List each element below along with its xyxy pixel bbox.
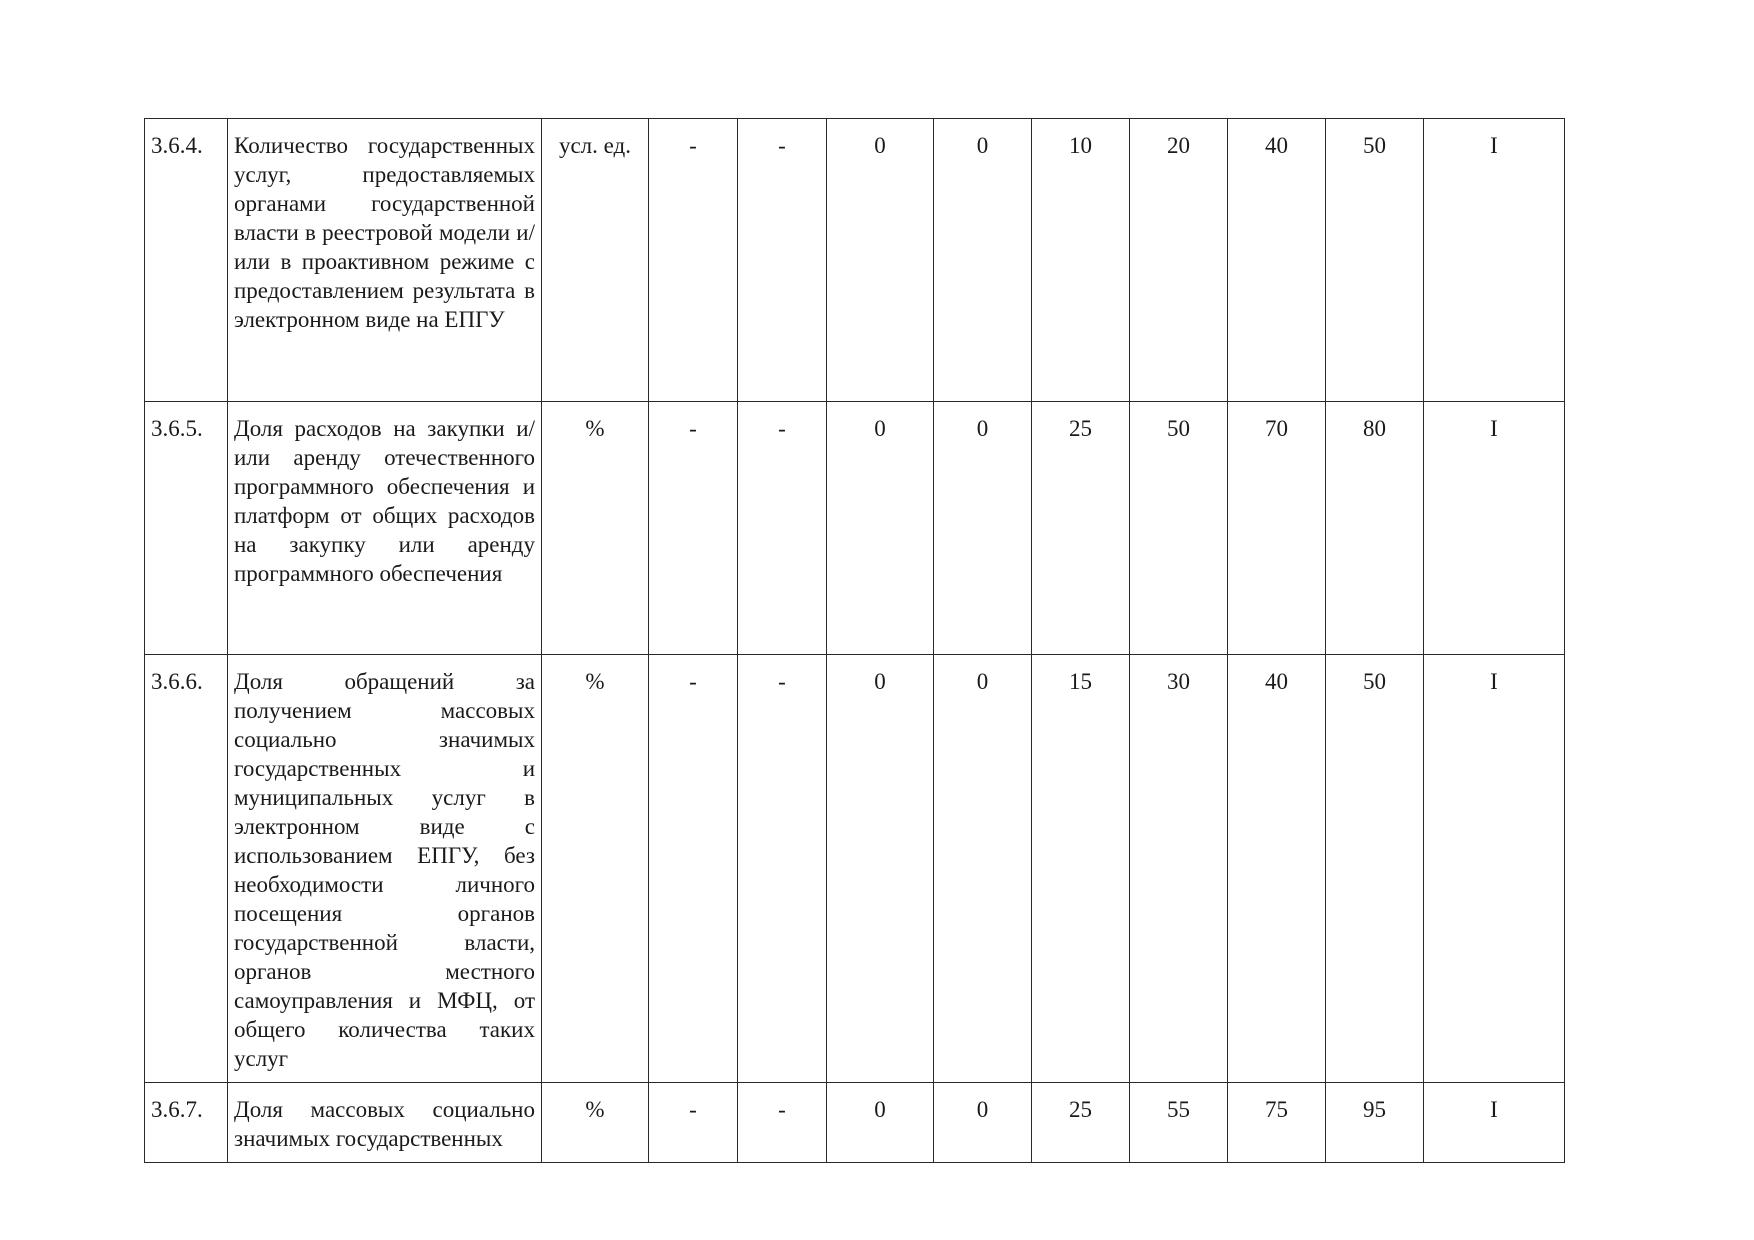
value-cell: 50 <box>1326 655 1424 1083</box>
value-cell: 0 <box>934 655 1032 1083</box>
value-cell: 25 <box>1032 402 1130 655</box>
value-cell: - <box>649 119 738 402</box>
value-cell: 30 <box>1130 655 1228 1083</box>
table-row <box>145 119 1565 402</box>
indicator-name: Доля расходов на закупки и/или аренду отечественного программного обеспечения и платформ от общих расходов на закупку или аренду программного обеспечения <box>228 402 542 655</box>
value-cell: - <box>649 402 738 655</box>
value-cell: 40 <box>1228 655 1326 1083</box>
value-cell: 50 <box>1130 402 1228 655</box>
value-cell: - <box>738 655 827 1083</box>
value-cell: 0 <box>934 119 1032 402</box>
value-cell: 75 <box>1228 1083 1326 1163</box>
value-cell: 0 <box>827 655 934 1083</box>
value-cell: 0 <box>827 402 934 655</box>
level-cell: I <box>1424 655 1565 1083</box>
value-cell: 25 <box>1032 1083 1130 1163</box>
row-number: 3.6.6. <box>145 655 228 1083</box>
row-number: 3.6.7. <box>145 1083 228 1163</box>
value-cell: 0 <box>827 1083 934 1163</box>
unit-cell: % <box>542 655 649 1083</box>
indicator-name: Доля массовых социально значимых государственных <box>228 1083 542 1163</box>
value-cell: 55 <box>1130 1083 1228 1163</box>
value-cell: - <box>649 1083 738 1163</box>
value-cell: - <box>738 402 827 655</box>
row-number: 3.6.4. <box>145 119 228 402</box>
value-cell: 0 <box>934 1083 1032 1163</box>
level-cell: I <box>1424 402 1565 655</box>
value-cell: 0 <box>934 402 1032 655</box>
value-cell: 40 <box>1228 119 1326 402</box>
value-cell: 15 <box>1032 655 1130 1083</box>
row-number: 3.6.5. <box>145 402 228 655</box>
level-cell: I <box>1424 119 1565 402</box>
value-cell: 50 <box>1326 119 1424 402</box>
table-row <box>145 1083 1565 1163</box>
level-cell: I <box>1424 1083 1565 1163</box>
value-cell: 95 <box>1326 1083 1424 1163</box>
value-cell: - <box>738 119 827 402</box>
value-cell: 70 <box>1228 402 1326 655</box>
indicator-name: Количество государственных услуг, предоставляемых органами государственной власти в реестровой модели и/или в проактивном режиме с предоставлением результата в электронном виде на ЕПГУ <box>228 119 542 402</box>
unit-cell: % <box>542 402 649 655</box>
value-cell: - <box>649 655 738 1083</box>
value-cell: 10 <box>1032 119 1130 402</box>
value-cell: 0 <box>827 119 934 402</box>
value-cell: - <box>738 1083 827 1163</box>
indicators-table <box>144 118 1565 1163</box>
value-cell: 20 <box>1130 119 1228 402</box>
table-row <box>145 402 1565 655</box>
unit-cell: усл. ед. <box>542 119 649 402</box>
indicator-name: Доля обращений за получением массовых социально значимых государственных и муниципальных услуг в электронном виде с использованием ЕПГУ, без необходимости личного посещения органов государственной власти, органов местного самоуправления и МФЦ, от общего количества таких услуг <box>228 655 542 1083</box>
unit-cell: % <box>542 1083 649 1163</box>
value-cell: 80 <box>1326 402 1424 655</box>
table-row <box>145 655 1565 1083</box>
